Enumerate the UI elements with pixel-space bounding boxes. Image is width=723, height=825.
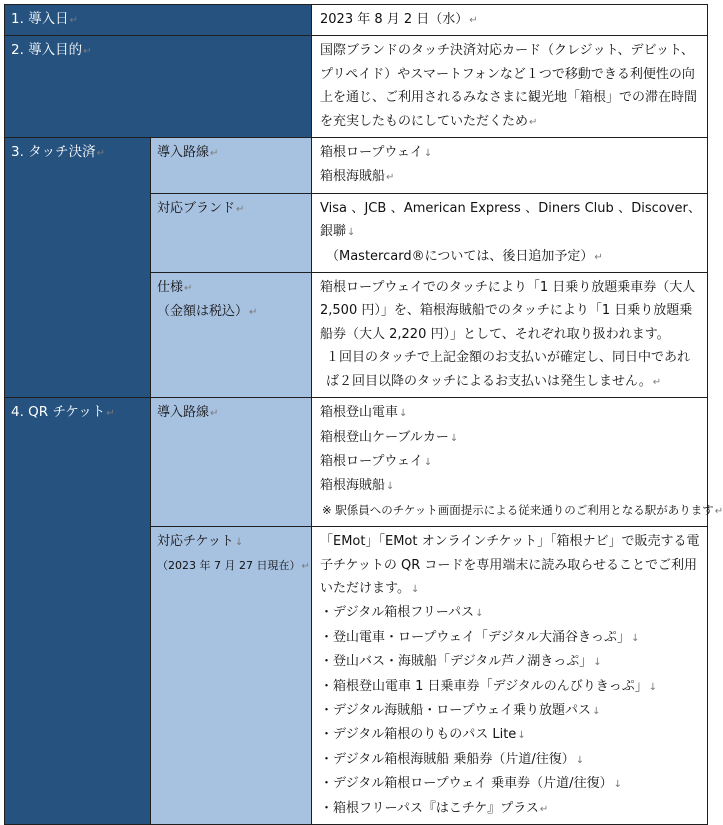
date-label: 1. 導入日↵	[5, 5, 312, 36]
ticket-item: ・登山バス・海賊船「デジタル芦ノ湖きっぷ」↓	[320, 654, 602, 670]
ticket-item: ・箱根登山電車 1 日乗車券「デジタルのんびりきっぷ」↓	[320, 678, 658, 694]
qr-tickets-value	[312, 527, 708, 825]
qr-route-item: 箱根海賊船↓	[320, 478, 395, 494]
qr-routes-note: ※ 駅係員へのチケット画面提示による従来通りのご利用となる駅があります↵	[322, 502, 723, 517]
info-table-container	[4, 4, 723, 825]
row-date	[5, 5, 708, 36]
qr-tickets-label	[151, 527, 312, 825]
touch-brands-value	[312, 193, 708, 272]
ticket-item: ・箱根フリーパス『はこチケ』プラス↵	[320, 800, 549, 816]
touch-routes-label: 導入路線↵	[151, 138, 312, 194]
qr-route-item: 箱根登山ケーブルカー↓	[320, 429, 459, 445]
brands-list: Visa 、JCB 、American Express 、Diners Club 、Discover、銀聯↓	[320, 200, 701, 240]
spec-label: 仕様↵	[157, 280, 193, 296]
brands-note: （Mastercard®については、後日追加予定）↵	[326, 248, 603, 264]
ticket-item: ・デジタル箱根ロープウェイ 乗車券（片道/往復）↓	[320, 776, 622, 792]
ticket-item: ・デジタル箱根フリーパス↓	[320, 605, 484, 621]
touch-route-item: 箱根海賊船↵	[320, 169, 395, 185]
ticket-item: ・デジタル箱根のりものパス Lite↓	[320, 727, 526, 743]
purpose-value: 国際ブランドのタッチ決済対応カード（クレジット、デビット、プリペイド）やスマートフォンなど１つで移動できる利便性の向上を通じ、ご利用されるみなさまに観光地「箱根」での滞在時間を充実したものにしていただくため↵	[312, 36, 708, 138]
row-purpose	[5, 36, 708, 138]
touch-brands-label: 対応ブランド↵	[151, 193, 312, 272]
touch-route-item: 箱根ロープウェイ↓	[320, 145, 433, 161]
qr-label: 4. QR チケット↵	[5, 398, 151, 825]
spec-text-2: １回目のタッチで上記金額のお支払いが確定し、同日中であれば２回目以降のタッチによるお支払いは発生しません。↵	[326, 350, 691, 389]
spec-sublabel: （金額は税込）↵	[157, 304, 258, 320]
qr-routes-value	[312, 398, 723, 527]
purpose-label: 2. 導入目的↵	[5, 36, 312, 138]
touch-spec-label	[151, 273, 312, 398]
ticket-item: ・登山電車・ロープウェイ「デジタル大涌谷きっぷ」↓	[320, 629, 640, 645]
ticket-item: ・デジタル海賊船・ロープウェイ乗り放題パス↓	[320, 702, 601, 718]
tickets-intro: 「EMot」「EMot オンラインチケット」「箱根ナビ」で販売する電子チケットの QR コードを専用端末に読み取らせることでご利用いただけます。↓	[320, 534, 700, 596]
row-touch-routes	[5, 138, 708, 194]
qr-route-item: 箱根登山電車↓	[320, 405, 408, 421]
tickets-label: 対応チケット↓	[157, 534, 244, 550]
spec-text: 箱根ロープウェイでのタッチにより「1 日乗り放題乗車券（大人 2,500 円）」を、箱根海賊船でのタッチにより「1 日乗り放題乗船券（大人 2,220 円）」として、それぞれ取り扱われます。	[320, 280, 696, 342]
touch-spec-value	[312, 273, 708, 398]
touch-routes-value	[312, 138, 708, 194]
tickets-sublabel: （2023 年 7 月 27 日現在）↵	[157, 558, 310, 572]
touch-label: 3. タッチ決済↵	[5, 138, 151, 398]
qr-routes-label: 導入路線↵	[151, 398, 312, 527]
ticket-item: ・デジタル箱根海賊船 乗船券（片道/往復）↓	[320, 751, 585, 767]
date-value: 2023 年 8 月 2 日（水）↵	[312, 5, 708, 36]
row-qr-routes	[5, 398, 708, 527]
qr-route-item: 箱根ロープウェイ↓	[320, 453, 433, 469]
info-table	[4, 4, 723, 825]
